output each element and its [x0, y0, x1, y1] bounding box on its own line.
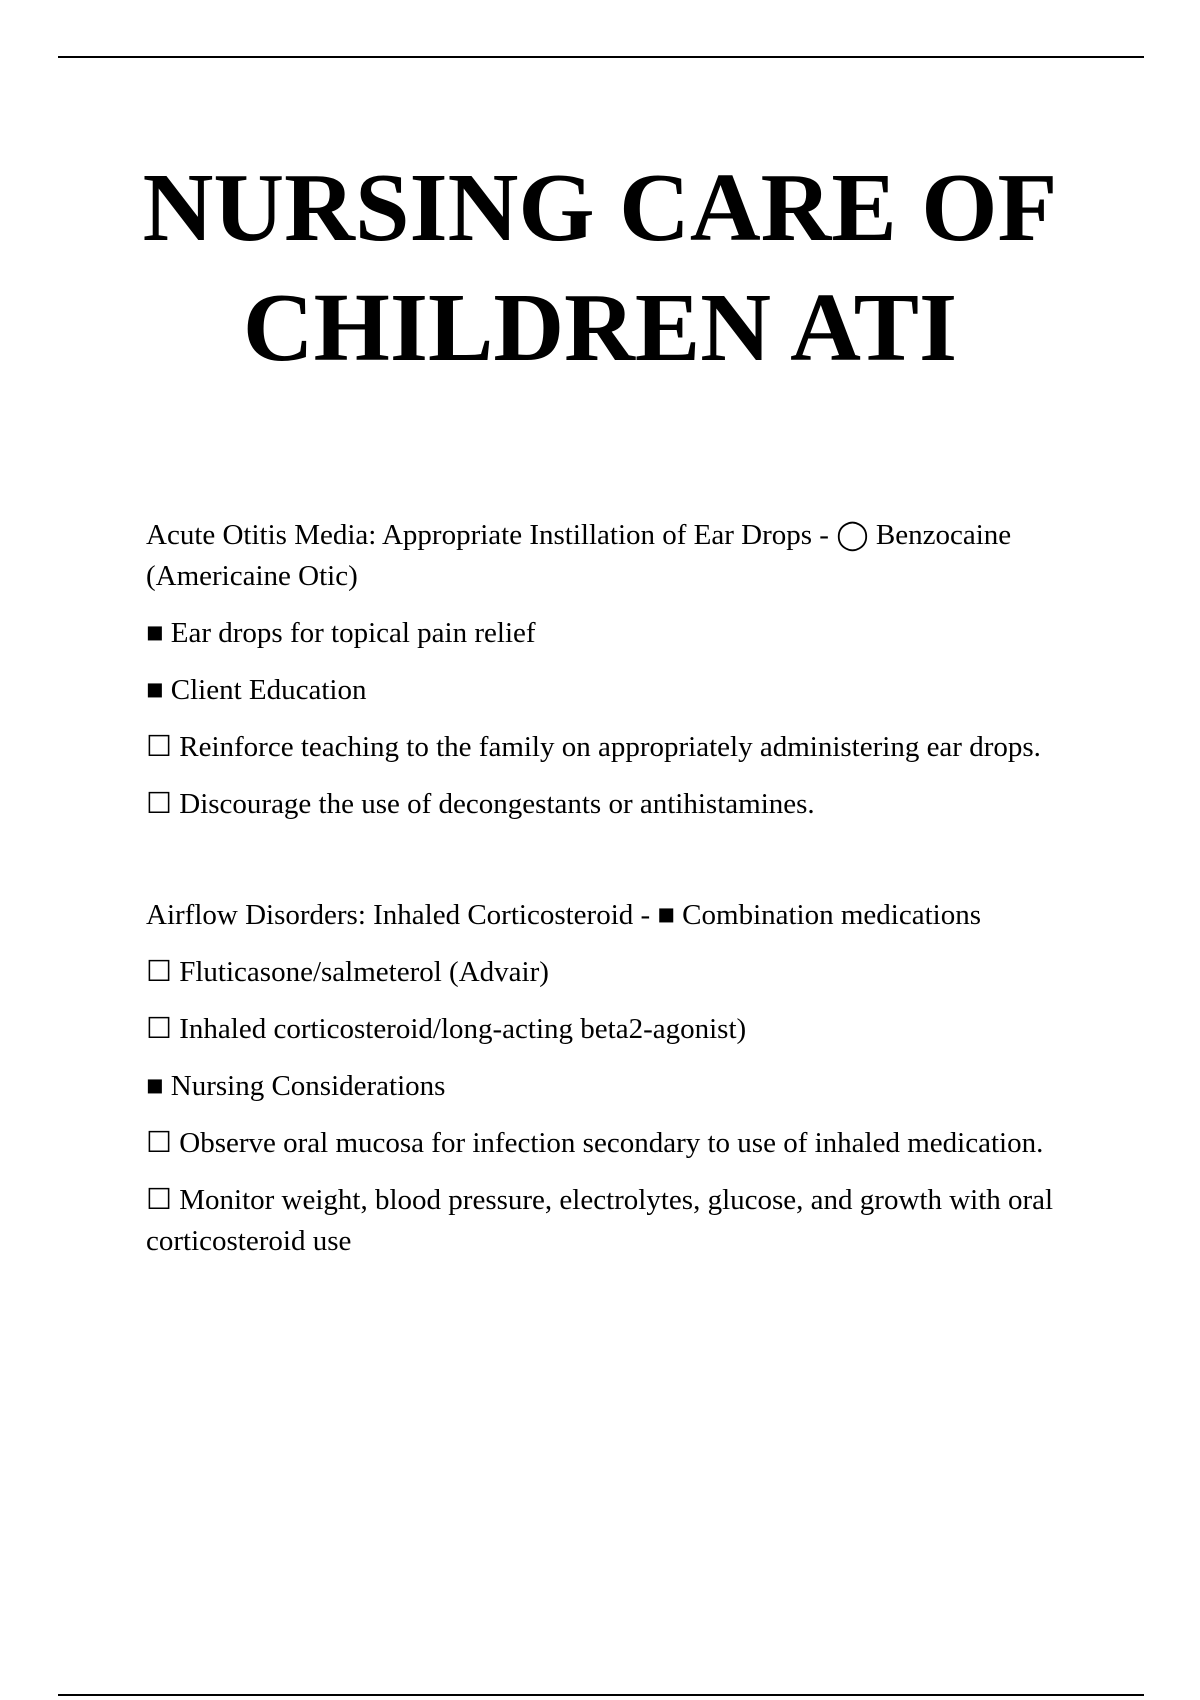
list-item: ☐ Monitor weight, blood pressure, electrolytes, glucose, and growth with oral corticosteroid use: [146, 1184, 1054, 1257]
page-title: [0, 148, 1200, 388]
section-heading: Airflow Disorders: Inhaled Corticosteroid - ■ Combination medications: [146, 899, 981, 931]
section-heading: Acute Otitis Media: Appropriate Instillation of Ear Drops - ◯ Benzocaine (Americaine Otic): [146, 519, 1012, 592]
list-item: ☐ Inhaled corticosteroid/long-acting beta2-agonist): [146, 1013, 747, 1045]
bottom-rule: [58, 1694, 1144, 1696]
list-item: ■ Client Education: [146, 674, 367, 706]
list-item: ☐ Observe oral mucosa for infection secondary to use of inhaled medication.: [146, 1127, 1044, 1159]
section-acute-otitis-media: [146, 515, 1086, 825]
list-item: ■ Ear drops for topical pain relief: [146, 617, 536, 649]
list-item: ■ Nursing Considerations: [146, 1070, 446, 1102]
list-item: ☐ Reinforce teaching to the family on appropriately administering ear drops.: [146, 731, 1041, 763]
title-line-2: CHILDREN ATI: [242, 274, 958, 382]
list-item: ☐ Discourage the use of decongestants or antihistamines.: [146, 788, 815, 820]
section-airflow-disorders: [146, 895, 1086, 1262]
title-line-1: NURSING CARE OF: [142, 154, 1058, 262]
document-body: [146, 515, 1086, 1278]
top-rule: [58, 56, 1144, 58]
list-item: ☐ Fluticasone/salmeterol (Advair): [146, 956, 549, 988]
